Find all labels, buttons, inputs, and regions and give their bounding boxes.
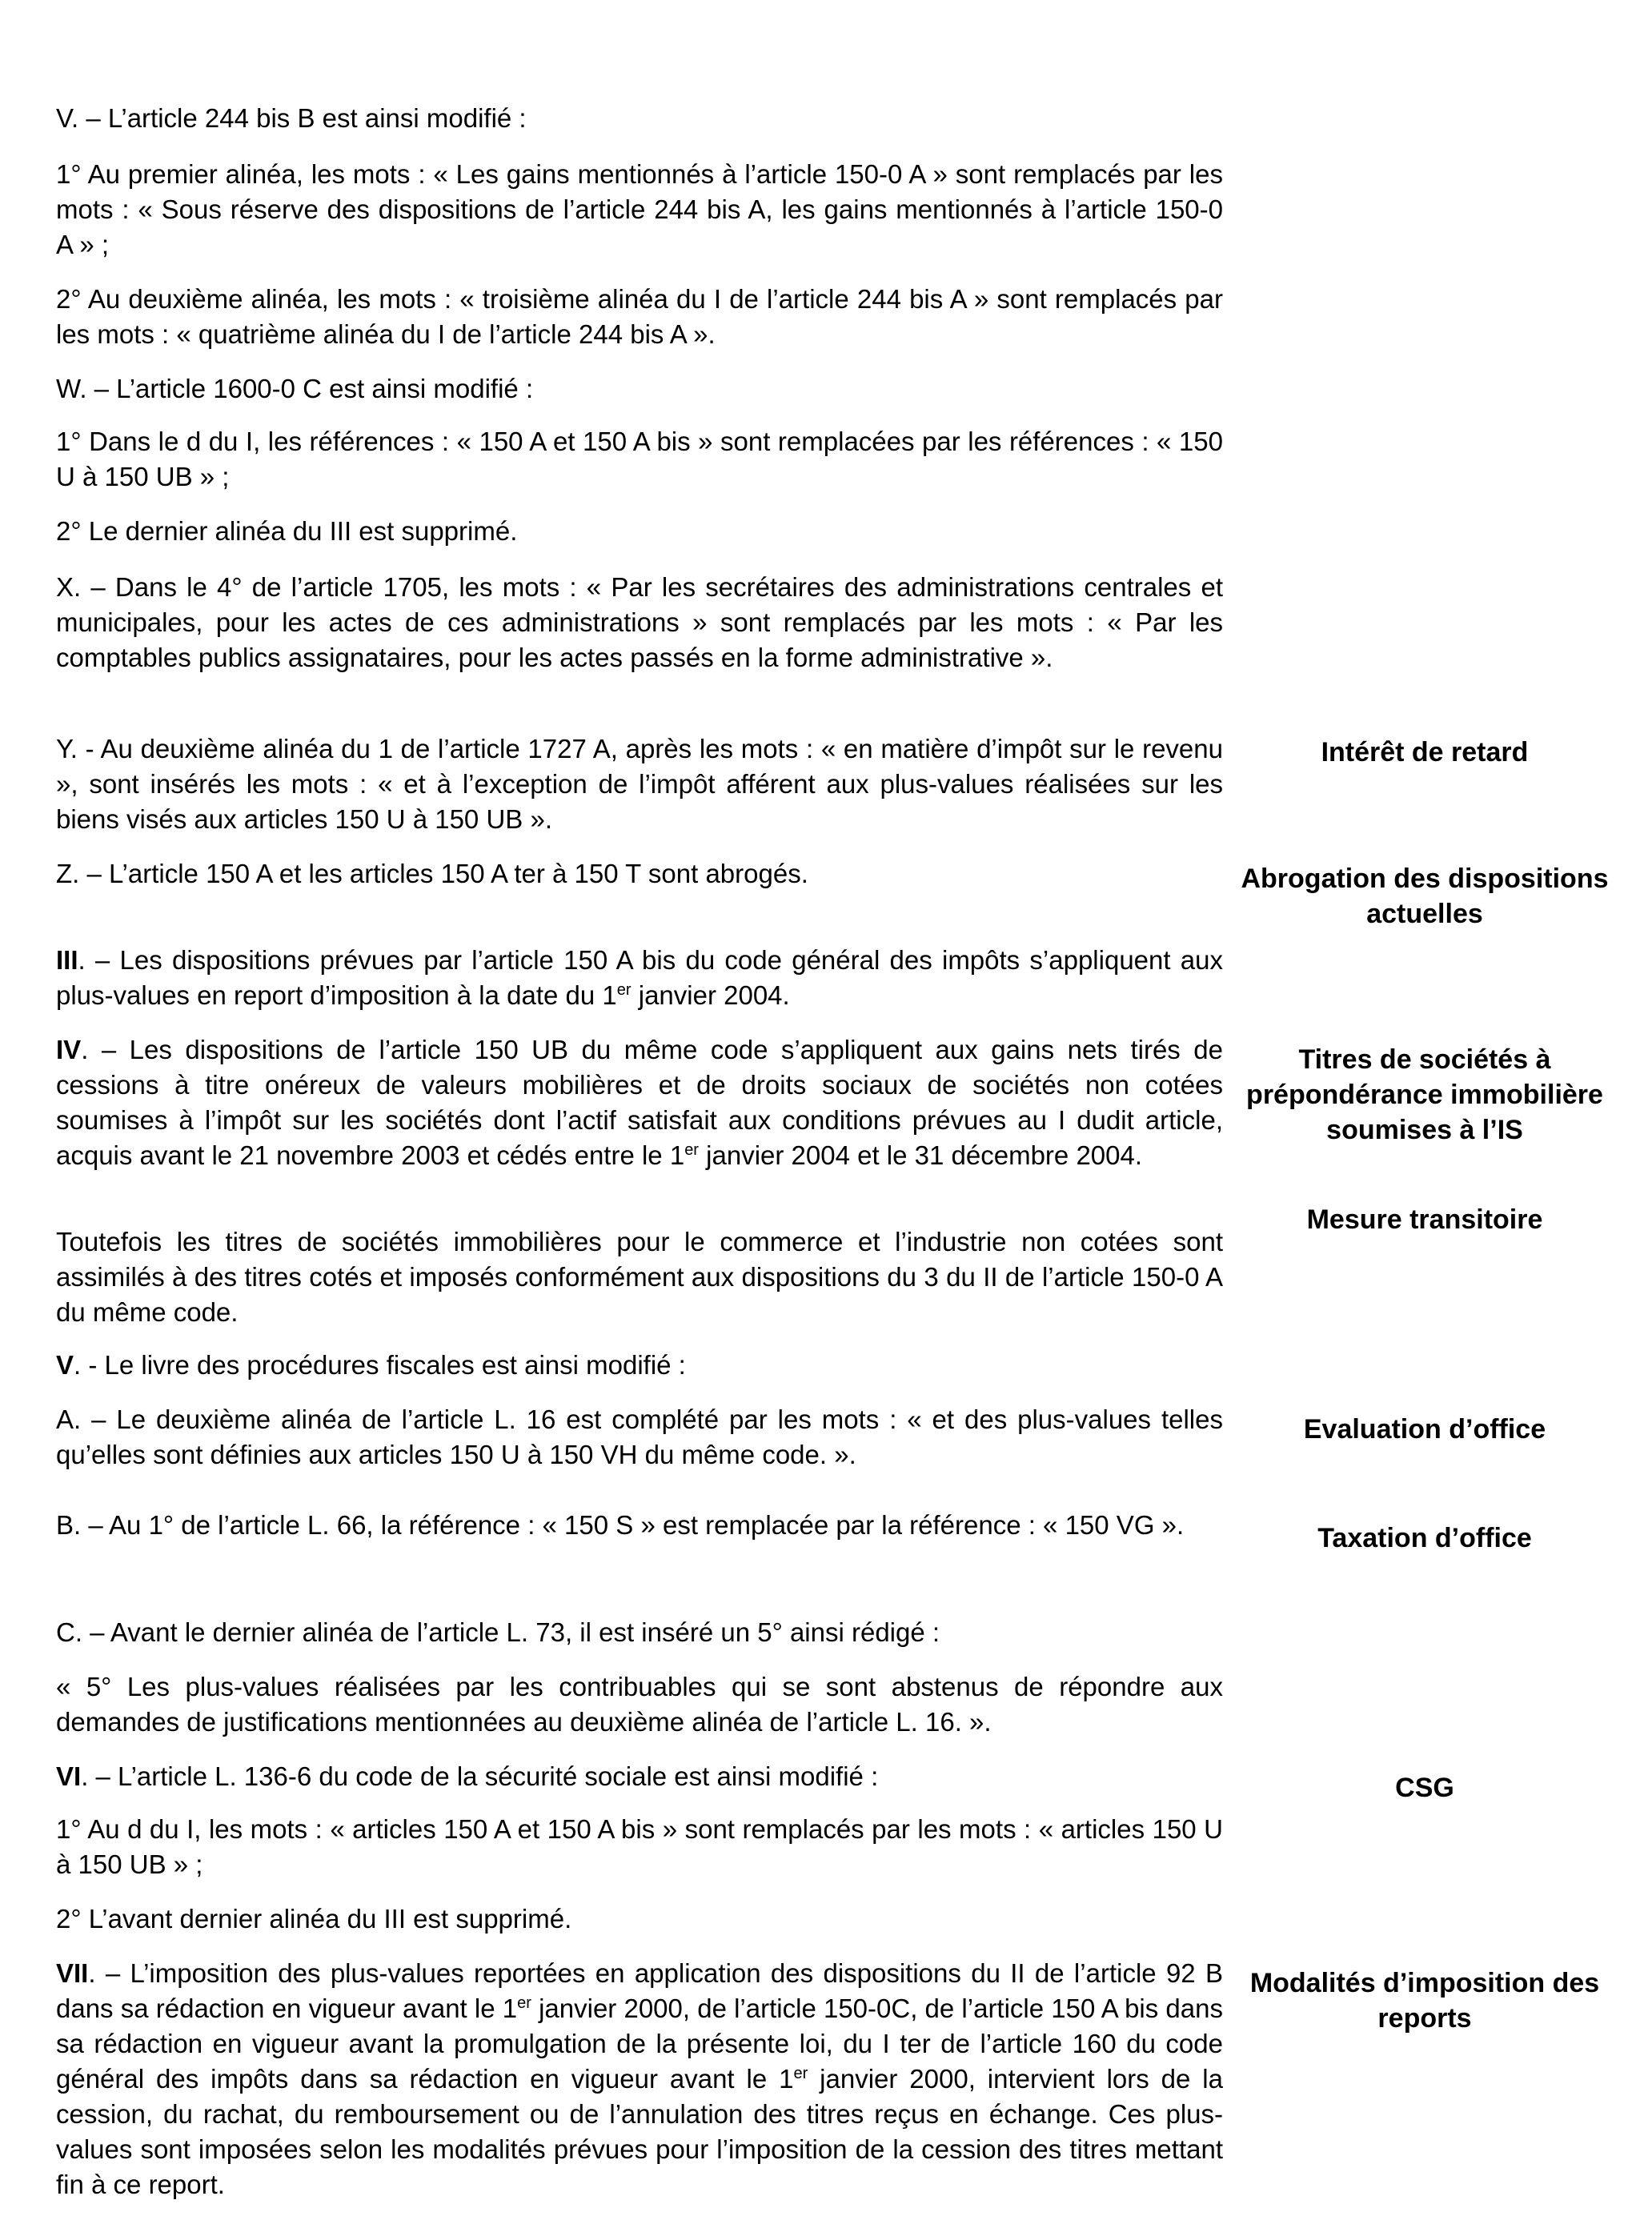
margin-note: Mesure transitoire	[1306, 1204, 1543, 1235]
paragraph-text: janvier 2000, intervient lors de la cession, du rachat, du remboursement ou de l’annulation des titres reçus en échange. Ces plus-values sont imposées selon les modalités prévues pour l’imposition de la cession des titres mettant fin à ce report.	[56, 2064, 1223, 2199]
margin-note: Evaluation d’office	[1303, 1414, 1546, 1445]
paragraph	[56, 282, 1223, 352]
paragraph-text: . – Les dispositions prévues par l’article 150 A bis du code général des impôts s’appliquent aux plus-values en report d’imposition à la date du 1	[56, 945, 1223, 1010]
section-number: VII	[56, 1958, 89, 1988]
paragraph-text: X. – Dans le 4° de l’article 1705, les mots : « Par les secrétaires des administrations centrales et municipales, pour les actes de ces administrations » sont remplacés par les mots : « Par les comptables publics assignataires, pour les actes passés en la forme administrative ».	[56, 572, 1223, 672]
paragraph-text: janvier 2000, de l’article 150-0C, de l’article 150 A bis dans sa rédaction en vigueur avant la promulgation de la présente loi, du I ter de l’article 160 du code général des impôts dans sa rédaction en vigueur avant le 1	[56, 1994, 1223, 2094]
paragraph-text: 1° Au d du I, les mots : « articles 150 A et 150 A bis » sont remplacés par les mots : « articles 150 U à 150 UB » ;	[56, 1814, 1223, 1879]
margin-note: Modalités d’imposition des reports	[1249, 1968, 1600, 2034]
superscript: er	[684, 1141, 699, 1159]
paragraph	[56, 424, 1223, 495]
paragraph	[56, 371, 1223, 407]
margin-note: CSG	[1395, 1773, 1454, 1803]
section-number: IV	[56, 1035, 82, 1064]
section-number: III	[56, 945, 78, 975]
paragraph-text: V. – L’article 244 bis B est ainsi modifié :	[56, 103, 527, 133]
paragraph-text: . – Les dispositions de l’article 150 UB du même code s’appliquent aux gains nets tirés de cessions à titre onéreux de valeurs mobilières et de droits sociaux de sociétés non cotées soumises à l’impôt sur les sociétés dont l’actif satisfait aux conditions prévues au I dudit article, acquis avant le 21 novembre 2003 et cédés entre le 1	[56, 1035, 1223, 1170]
paragraph-text: 2° Au deuxième alinéa, les mots : « troisième alinéa du I de l’article 244 bis A » sont remplacés par les mots : « quatrième alinéa du I de l’article 244 bis A ».	[56, 284, 1223, 349]
paragraph	[56, 1669, 1223, 1740]
paragraph	[56, 731, 1223, 837]
paragraph	[56, 157, 1223, 262]
paragraph-text: . - Le livre des procédures fiscales est ainsi modifié :	[74, 1350, 686, 1380]
paragraph	[56, 1348, 1223, 1383]
paragraph-text: 2° L’avant dernier alinéa du III est supprimé.	[56, 1904, 572, 1933]
paragraph-text: Z. – L’article 150 A et les articles 150 A ter à 150 T sont abrogés.	[56, 859, 808, 888]
paragraph-text: B. – Au 1° de l’article L. 66, la référence : « 150 S » est remplacée par la référence : « 150 VG ».	[56, 1510, 1185, 1540]
paragraph-text: . – L’article L. 136-6 du code de la sécurité sociale est ainsi modifié :	[81, 1761, 879, 1791]
paragraph-text: Y. - Au deuxième alinéa du 1 de l’article 1727 A, après les mots : « en matière d’impôt sur le revenu », sont insérés les mots : « et à l’exception de l’impôt afférent aux plus-values réalisées sur les biens visés aux articles 150 U à 150 UB ».	[56, 734, 1223, 834]
paragraph	[56, 856, 1223, 892]
superscript: er	[616, 981, 632, 999]
section-number: VI	[56, 1761, 82, 1791]
superscript: er	[517, 1994, 531, 2012]
margin-note: Abrogation des dispositions actuelles	[1241, 864, 1609, 929]
margin-note: Intérêt de retard	[1321, 737, 1529, 767]
paragraph	[56, 1402, 1223, 1473]
paragraph-text: A. – Le deuxième alinéa de l’article L. 16 est complété par les mots : « et des plus-values telles qu’elles sont définies aux articles 150 U à 150 VH du même code. ».	[56, 1405, 1223, 1469]
paragraph	[56, 1901, 1223, 1937]
paragraph	[56, 943, 1223, 1013]
paragraph-text: Toutefois les titres de sociétés immobilières pour le commerce et l’industrie non cotées sont assimilés à des titres cotés et imposés conformément aux dispositions du 3 du II de l’article 150-0 A du même code.	[56, 1227, 1223, 1327]
paragraph-text: 2° Le dernier alinéa du III est supprimé.	[56, 516, 518, 546]
paragraph-text: W. – L’article 1600-0 C est ainsi modifié :	[56, 374, 534, 403]
paragraph	[56, 1812, 1223, 1882]
superscript: er	[793, 2065, 808, 2082]
paragraph-text: . – L’imposition des plus-values reportées en application des dispositions du II de l’article 92 B dans sa rédaction en vigueur avant le 1	[56, 1958, 1223, 2023]
paragraph-text: C. – Avant le dernier alinéa de l’article L. 73, il est inséré un 5° ainsi rédigé :	[56, 1617, 940, 1647]
paragraph	[56, 1032, 1223, 1173]
paragraph-text: janvier 2004 et le 31 décembre 2004.	[698, 1140, 1143, 1170]
paragraph-text: 1° Au premier alinéa, les mots : « Les gains mentionnés à l’article 150-0 A » sont remplacés par les mots : « Sous réserve des dispositions de l’article 244 bis A, les gains mentionnés à l’article 150-0 A » ;	[56, 159, 1223, 259]
paragraph	[56, 570, 1223, 675]
paragraph	[56, 514, 1223, 549]
paragraph	[56, 1508, 1223, 1543]
section-number: V	[56, 1350, 74, 1380]
paragraph	[56, 1759, 1223, 1794]
paragraph-text: 1° Dans le d du I, les références : « 150 A et 150 A bis » sont remplacées par les références : « 150 U à 150 UB » ;	[56, 427, 1223, 491]
paragraph	[56, 1615, 1223, 1650]
paragraph	[56, 1956, 1223, 2202]
paragraph	[56, 1224, 1223, 1330]
paragraph-text: janvier 2004.	[631, 980, 790, 1010]
paragraph	[56, 101, 1223, 136]
margin-note: Taxation d’office	[1317, 1523, 1532, 1553]
margin-note: Titres de sociétés à prépondérance immobilière soumises à l’IS	[1246, 1044, 1603, 1145]
paragraph-text: « 5° Les plus-values réalisées par les contribuables qui se sont abstenus de répondre aux demandes de justifications mentionnées au deuxième alinéa de l’article L. 16. ».	[56, 1672, 1223, 1737]
